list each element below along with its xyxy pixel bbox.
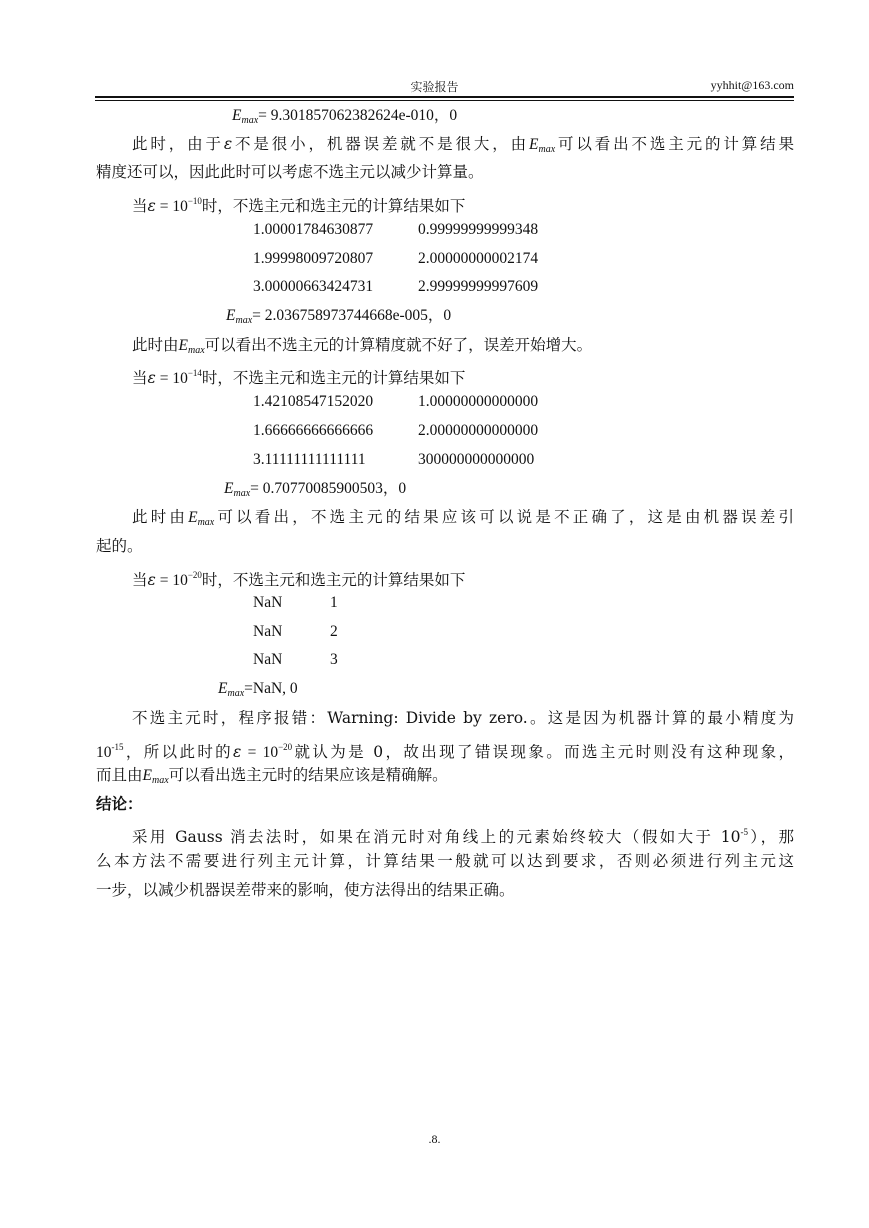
- page-number: .8.: [428, 1132, 441, 1146]
- case-14-comment-line-2: 起的。: [96, 537, 143, 555]
- case-10-row-1-col-2: 0.99999999999348: [418, 221, 539, 238]
- header-rule-thin: [95, 100, 794, 101]
- case-20-row-3-col-1: NaN: [253, 651, 283, 668]
- case-14-row-2-col-2: 2.00000000000000: [418, 422, 539, 439]
- conclusion-line-2: 么本方法不需要进行列主元计算，计算结果一般就可以达到要求，否则必须进行列主元这: [96, 852, 794, 870]
- case-20-heading: 当$\varepsilon = 10^{-20}$时，不选主元和选主元的计算结果如下: [132, 570, 466, 589]
- case-14-row-3-col-1: 3.11111111111111: [253, 451, 366, 468]
- case-20-row-3-col-2: 3: [330, 651, 338, 668]
- paragraph-1-line-2: 精度还可以，因此此时可以考虑不选主元以减少计算量。: [96, 163, 484, 181]
- case-10-heading: 当$\varepsilon = 10^{-10}$时，不选主元和选主元的计算结果如下: [132, 196, 466, 215]
- case-14-row-1-col-1: 1.42108547152020: [253, 393, 374, 410]
- case-10-emax: $E_{max}= 2.036758973744668e-005$，0: [226, 307, 452, 326]
- conclusion-line-1: 采用 Gauss 消去法时，如果在消元时对角线上的元素始终较大（假如大于 $10^{-5}$），那: [132, 827, 794, 846]
- paragraph-2-line-1: 不选主元时，程序报错：Warning: Divide by zero.。这是因为机器计算的最小精度为: [132, 709, 794, 727]
- emax-line-1: $E_{max}= 9.301857062382624e-010$，0: [232, 107, 458, 126]
- case-10-comment: 此时由$E_{max}$可以看出不选主元的计算精度就不好了，误差开始增大。: [132, 336, 593, 356]
- case-20-row-2-col-1: NaN: [253, 623, 283, 640]
- case-10-row-3-col-1: 3.00000663424731: [253, 278, 374, 295]
- case-10-row-2-col-2: 2.00000000002174: [418, 250, 539, 267]
- header-title: 实验报告: [410, 80, 459, 94]
- case-20-row-2-col-2: 2: [330, 623, 338, 640]
- case-10-row-1-col-1: 1.00001784630877: [253, 221, 374, 238]
- conclusion-heading: 结论：: [96, 794, 143, 813]
- case-10-row-2-col-1: 1.99998009720807: [253, 250, 374, 267]
- paragraph-1-line-1: 此时，由于ε不是很小，机器误差就不是很大，由$E_{max}$可以看出不选主元的计算结果: [132, 135, 794, 155]
- case-20-row-1-col-2: 1: [330, 594, 338, 611]
- case-14-row-2-col-1: 1.66666666666666: [253, 422, 374, 439]
- header-rule-thick: [95, 96, 794, 98]
- conclusion-line-3: 一步，以减少机器误差带来的影响，使方法得出的结果正确。: [96, 881, 515, 899]
- case-14-row-1-col-2: 1.00000000000000: [418, 393, 539, 410]
- header-email: yyhhit@163.com: [710, 78, 794, 92]
- paragraph-2-line-3: 而且由$E_{max}$可以看出选主元时的结果应该是精确解。: [96, 766, 448, 786]
- paragraph-2-line-2: $10^{-15}$，所以此时的$\varepsilon = 10^{-20}$就认为是 0，故出现了错误现象。而选主元时则没有这种现象，: [96, 742, 794, 761]
- case-14-emax: $E_{max}= 0.70770085900503$，0: [224, 480, 407, 499]
- case-20-emax: $E_{max}=NaN$, 0: [218, 680, 298, 699]
- case-14-row-3-col-2: 300000000000000: [418, 451, 535, 468]
- case-10-row-3-col-2: 2.99999999997609: [418, 278, 539, 295]
- case-14-comment-line-1: 此时由$E_{max}$可以看出，不选主元的结果应该可以说是不正确了，这是由机器误差引: [132, 508, 794, 528]
- case-14-heading: 当$\varepsilon = 10^{-14}$时，不选主元和选主元的计算结果如下: [132, 368, 466, 387]
- case-20-row-1-col-1: NaN: [253, 594, 283, 611]
